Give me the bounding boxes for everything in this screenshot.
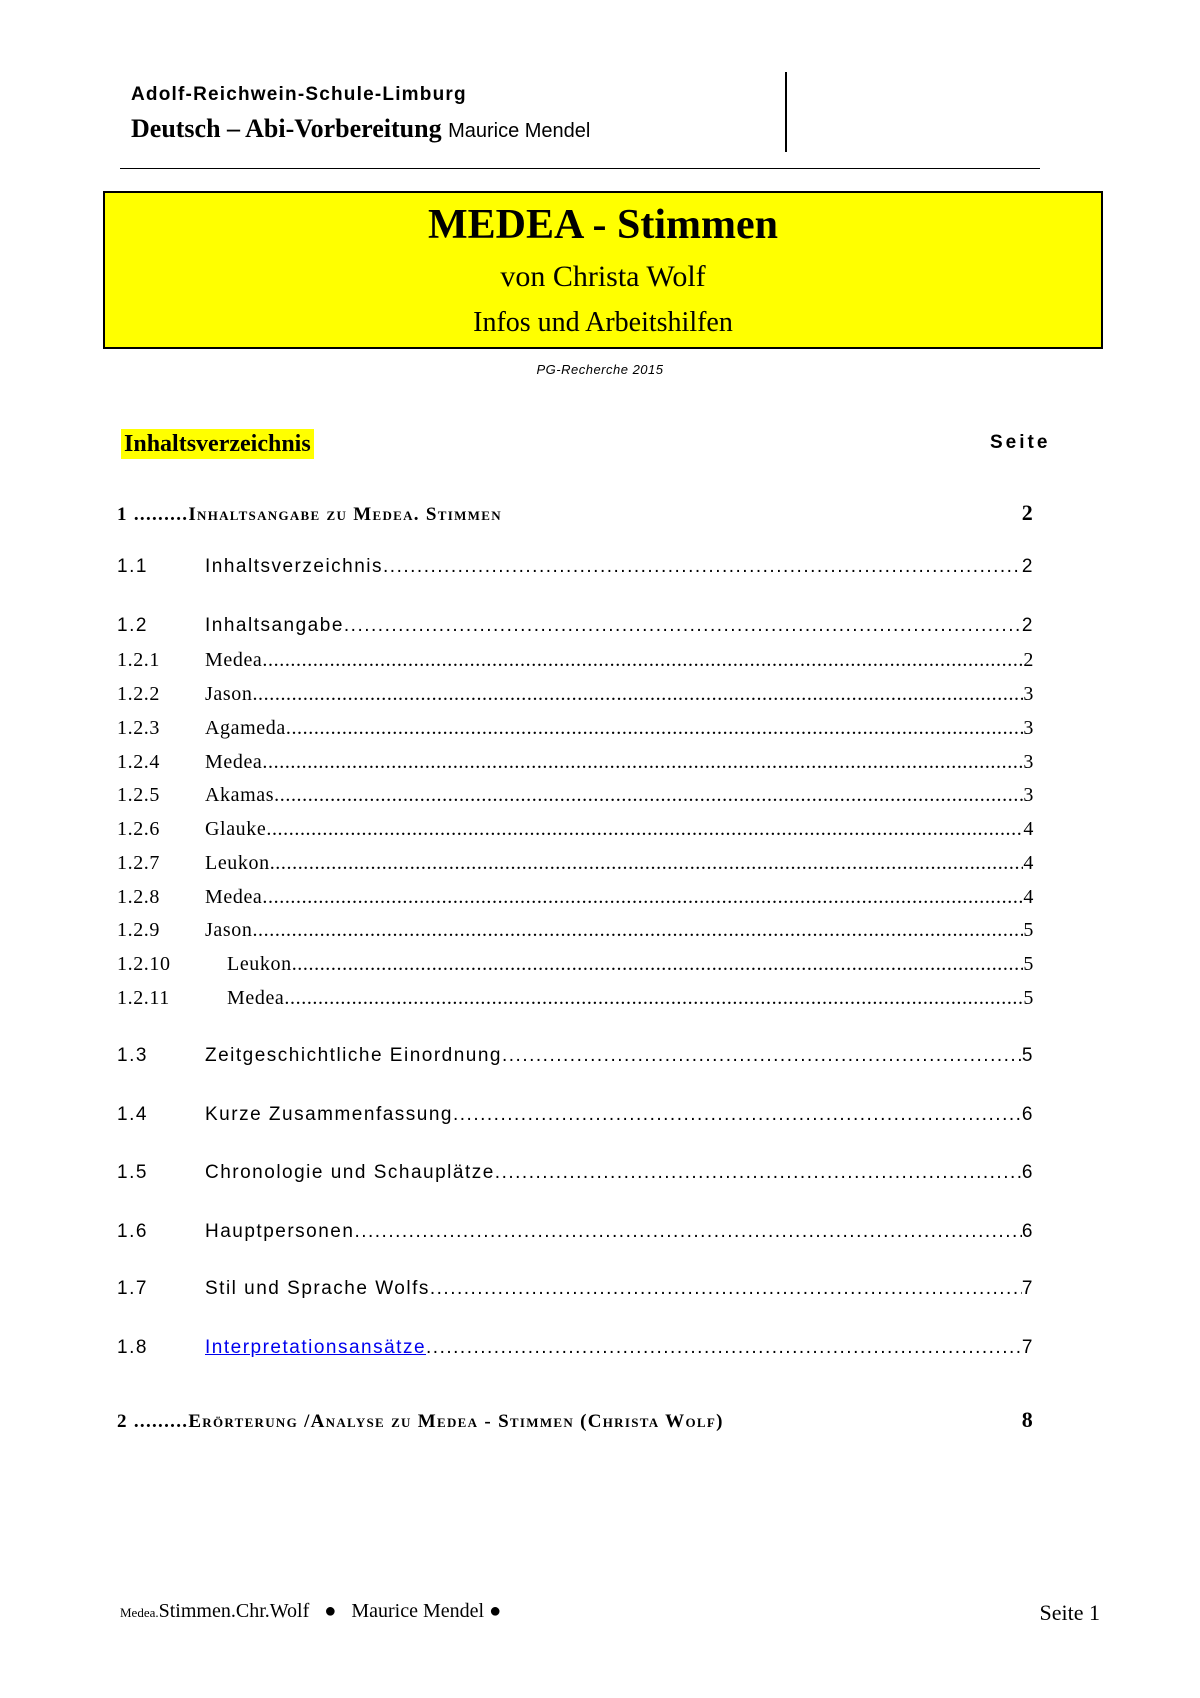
toc-leader <box>274 784 1023 807</box>
subject-title: Deutsch – Abi-Vorbereitung <box>131 114 442 143</box>
toc-item[interactable]: 1.2.7 Leukon ..... 4 <box>117 852 1034 882</box>
toc-item[interactable]: 1.2.6 Glauke ..... 4 <box>117 818 1034 848</box>
toc-item[interactable]: 1.2.5 Akamas ..... 3 <box>117 784 1034 814</box>
school-name: Adolf-Reichwein-Schule-Limburg <box>131 84 467 105</box>
toc-chapter-label: Erörterung /Analyse zu Medea - Stimmen (Christa Wolf) <box>188 1411 724 1432</box>
toc-chapter-2[interactable] <box>117 1407 1034 1437</box>
toc-leader <box>284 987 1023 1010</box>
toc-leader <box>344 615 1022 637</box>
toc-chapter-number: 2 ......... <box>117 1411 189 1432</box>
toc-leader <box>495 1162 1022 1184</box>
header-divider-horizontal <box>120 168 1040 169</box>
toc-item[interactable]: 1.3 Zeitgeschichtliche Einordnung ..... 5 <box>117 1045 1034 1075</box>
title-box <box>103 191 1103 349</box>
document-subtitle: von Christa Wolf <box>500 260 706 293</box>
toc-leader <box>430 1278 1022 1300</box>
toc-chapter-page: 8 <box>1021 1407 1034 1432</box>
toc-page-header: Seite <box>990 432 1051 453</box>
toc-item[interactable]: 1.2.11 Medea ..... 5 <box>117 987 1034 1017</box>
toc-leader <box>502 1045 1022 1067</box>
toc-leader <box>286 717 1024 740</box>
toc-leader <box>262 751 1023 774</box>
document-title: MEDEA - Stimmen <box>428 202 778 248</box>
toc-item[interactable]: 1.5 Chronologie und Schauplätze ..... 6 <box>117 1162 1034 1192</box>
toc-chapter-label: Inhaltsangabe zu Medea. Stimmen <box>188 504 502 525</box>
toc-leader <box>262 886 1023 909</box>
footer-doc-name: Stimmen.Chr.Wolf <box>158 1600 310 1622</box>
toc-item[interactable]: 1.2.4 Medea ..... 3 <box>117 751 1034 781</box>
toc-item[interactable]: 1.7 Stil und Sprache Wolfs ..... 7 <box>117 1278 1034 1308</box>
header-divider-vertical <box>785 72 787 152</box>
toc-leader <box>453 1104 1022 1126</box>
subject-line <box>131 114 590 144</box>
toc-leader <box>266 818 1023 841</box>
toc-leader <box>383 556 1022 578</box>
footer-doc-prefix: Medea. <box>120 1605 159 1620</box>
toc-item[interactable]: 1.6 Hauptpersonen ..... 6 <box>117 1221 1034 1251</box>
toc-leader <box>252 919 1023 942</box>
toc-item[interactable]: 1.1 Inhaltsverzeichnis ..... 2 <box>117 556 1034 586</box>
toc-leader <box>426 1337 1022 1359</box>
bullet-icon: ● <box>489 1600 502 1622</box>
toc-item[interactable]: 1.2.9 Jason ..... 5 <box>117 919 1034 949</box>
footer-page-number: Seite 1 <box>1039 1600 1100 1625</box>
credit-line: PG-Recherche 2015 <box>536 362 664 377</box>
interpretation-link[interactable]: Interpretationsansätze <box>205 1337 427 1358</box>
toc-chapter-page: 2 <box>1021 500 1034 525</box>
page-footer <box>120 1600 1100 1630</box>
toc-leader <box>292 953 1024 976</box>
bullet-icon: ● <box>324 1600 337 1622</box>
toc-item[interactable]: 1.2.8 Medea ..... 4 <box>117 886 1034 916</box>
toc-item[interactable]: 1.2.3 Agameda ..... 3 <box>117 717 1034 747</box>
toc-leader <box>252 683 1023 706</box>
footer-author: Maurice Mendel <box>351 1600 485 1622</box>
toc-leader <box>262 649 1023 672</box>
toc-chapter-1[interactable] <box>117 500 1034 530</box>
document-subtitle-2: Infos und Arbeitshilfen <box>473 307 733 338</box>
toc-chapter-number: 1 ......... <box>117 504 189 525</box>
toc-item-interpretation[interactable]: 1.8 Interpretationsansätze ..... 7 <box>117 1337 1034 1367</box>
toc-item[interactable]: 1.2 Inhaltsangabe ..... 2 <box>117 615 1034 645</box>
header-author: Maurice Mendel <box>448 120 591 142</box>
toc-item[interactable]: 1.2.2 Jason ..... 3 <box>117 683 1034 713</box>
toc-item[interactable]: 1.2.1 Medea ..... 2 <box>117 649 1034 679</box>
toc-heading: Inhaltsverzeichnis <box>121 429 314 459</box>
toc-item[interactable]: 1.2.10 Leukon ..... 5 <box>117 953 1034 983</box>
toc-leader <box>270 852 1024 875</box>
toc-item[interactable]: 1.4 Kurze Zusammenfassung ..... 6 <box>117 1104 1034 1134</box>
toc-leader <box>354 1221 1021 1243</box>
